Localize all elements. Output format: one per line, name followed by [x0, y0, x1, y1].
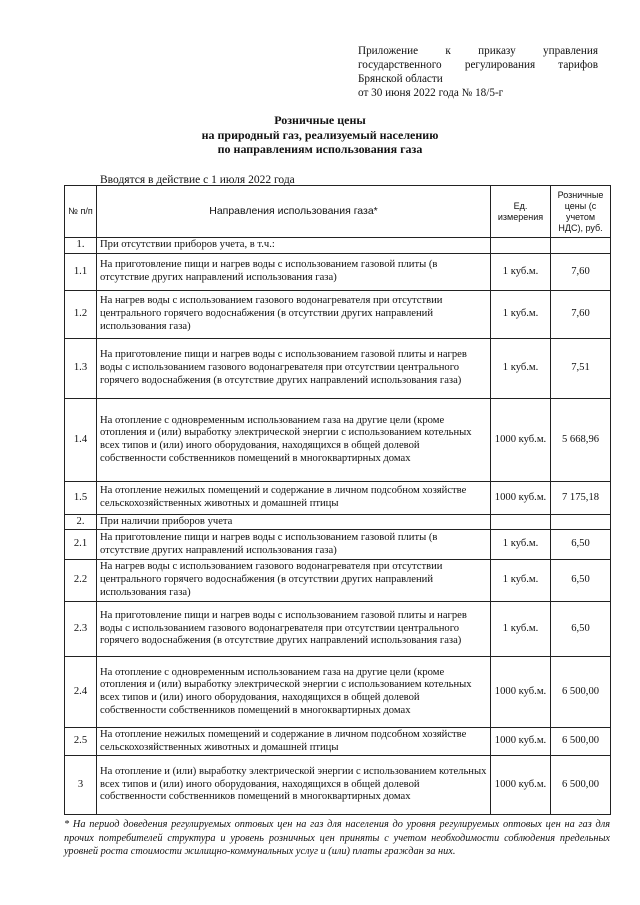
header-line-3: Брянской области	[358, 73, 443, 85]
row-unit: 1 куб.м.	[491, 339, 551, 399]
table-row	[65, 728, 611, 756]
row-unit: 1000 куб.м.	[491, 756, 551, 815]
table-header-row	[65, 186, 611, 238]
row-direction: На нагрев воды с использованием газового водонагревателя при отсутствии центрального горячего водоснабжения (в отсутствии других направлений использования газа)	[97, 291, 491, 339]
row-direction: На приготовление пищи и нагрев воды с использованием газовой плиты (в отсутствие других направлений использования газа)	[97, 254, 491, 291]
table-row	[65, 339, 611, 399]
row-direction: На отопление с одновременным использованием газа на другие цели (кроме отопления и (или) выработку электрической энергии с использованием котельных всех типов и (или) иного оборудования, находящихся в общей долевой собственности собственников помещений в многоквартирных домах	[97, 399, 491, 482]
row-direction: На нагрев воды с использованием газового водонагревателя при отсутствии центрального горячего водоснабжения (в отсутствии других направлений использования газа)	[97, 560, 491, 602]
row-price: 7,60	[551, 254, 611, 291]
row-unit: 1 куб.м.	[491, 602, 551, 657]
table-row	[65, 482, 611, 515]
row-unit: 1 куб.м.	[491, 530, 551, 560]
row-price: 6 500,00	[551, 756, 611, 815]
table-body	[65, 238, 611, 815]
footnote: * На период доведения регулируемых оптовых цен на газ для населения до уровня регулируемых оптовых цен на газ для прочих потребителей структура и уровень розничных цен приняты с учетом необходимости соблюдения предельных уровней роста стоимости жилищно-коммунальных услуг и (или) платы граждан за них.	[64, 819, 610, 857]
row-unit: 1000 куб.м.	[491, 657, 551, 728]
row-price: 6,50	[551, 530, 611, 560]
row-direction: При отсутствии приборов учета, в т.ч.:	[97, 238, 491, 254]
row-direction: На приготовление пищи и нагрев воды с использованием газовой плиты (в отсутствие других направлений использования газа)	[97, 530, 491, 560]
row-number: 2.1	[65, 530, 97, 560]
row-unit: 1000 куб.м.	[491, 728, 551, 756]
row-number: 2.	[65, 515, 97, 530]
header-num: № п/п	[65, 186, 97, 238]
row-price: 5 668,96	[551, 399, 611, 482]
table-row	[65, 530, 611, 560]
effective-date: Вводятся в действие с 1 июля 2022 года	[100, 174, 295, 186]
header-line-2: государственного регулирования тарифов	[358, 59, 598, 71]
title-line-3: по направлениям использования газа	[217, 142, 423, 156]
row-number: 1.2	[65, 291, 97, 339]
row-unit	[491, 238, 551, 254]
title-line-2: на природный газ, реализуемый населению	[201, 127, 439, 142]
header-line-4: от 30 июня 2022 года № 18/5-г	[358, 87, 504, 99]
row-number: 2.5	[65, 728, 97, 756]
row-price: 7,51	[551, 339, 611, 399]
table-row	[65, 254, 611, 291]
row-direction: На приготовление пищи и нагрев воды с использованием газовой плиты и нагрев воды с использованием газового водонагревателя при отсутствии центрального горячего водоснабжения (в отсутствие других направлений использования газа)	[97, 339, 491, 399]
row-unit: 1000 куб.м.	[491, 399, 551, 482]
row-number: 1.	[65, 238, 97, 254]
title-line-1: Розничные цены	[274, 113, 366, 127]
table-row	[65, 515, 611, 530]
table-row	[65, 602, 611, 657]
row-direction: На приготовление пищи и нагрев воды с использованием газовой плиты и нагрев воды с использованием газового водонагревателя при отсутствии центрального горячего водоснабжения (в отсутствие других направлений использования газа)	[97, 602, 491, 657]
row-number: 1.4	[65, 399, 97, 482]
row-number: 1.1	[65, 254, 97, 291]
row-price: 6,50	[551, 602, 611, 657]
row-direction: На отопление и (или) выработку электрической энергии с использованием котельных всех типов и (или) иного оборудования, находящихся в общей долевой собственности собственников помещений в многоквартирных домах	[97, 756, 491, 815]
table-row	[65, 756, 611, 815]
row-price: 7,60	[551, 291, 611, 339]
row-unit: 1 куб.м.	[491, 560, 551, 602]
table-row	[65, 560, 611, 602]
row-unit: 1000 куб.м.	[491, 482, 551, 515]
row-number: 1.3	[65, 339, 97, 399]
row-number: 2.3	[65, 602, 97, 657]
row-price: 6,50	[551, 560, 611, 602]
row-direction: На отопление нежилых помещений и содержание в личном подсобном хозяйстве сельскохозяйственных животных и домашней птицы	[97, 728, 491, 756]
row-price: 7 175,18	[551, 482, 611, 515]
table-row	[65, 238, 611, 254]
row-direction: При наличии приборов учета	[97, 515, 491, 530]
header-line-1: Приложение к приказу управления	[358, 45, 598, 57]
row-price	[551, 515, 611, 530]
header-price: Розничные цены (с учетом НДС), руб.	[551, 186, 611, 238]
row-direction: На отопление нежилых помещений и содержание в личном подсобном хозяйстве сельскохозяйственных животных и домашней птицы	[97, 482, 491, 515]
row-direction: На отопление с одновременным использованием газа на другие цели (кроме отопления и (или) выработку электрической энергии с использованием котельных всех типов и (или) иного оборудования, находящихся в общей долевой собственности собственников помещений в многоквартирных домах	[97, 657, 491, 728]
row-unit: 1 куб.м.	[491, 254, 551, 291]
row-number: 1.5	[65, 482, 97, 515]
row-price	[551, 238, 611, 254]
price-table	[64, 185, 611, 815]
row-unit: 1 куб.м.	[491, 291, 551, 339]
table-row	[65, 291, 611, 339]
row-number: 2.4	[65, 657, 97, 728]
document-title	[0, 113, 640, 157]
row-unit	[491, 515, 551, 530]
header-direction: Направления использования газа*	[97, 186, 491, 238]
header-unit: Ед. измерения	[491, 186, 551, 238]
row-price: 6 500,00	[551, 728, 611, 756]
row-number: 2.2	[65, 560, 97, 602]
document-header	[358, 44, 598, 100]
row-price: 6 500,00	[551, 657, 611, 728]
table-row	[65, 657, 611, 728]
table-row	[65, 399, 611, 482]
row-number: 3	[65, 756, 97, 815]
